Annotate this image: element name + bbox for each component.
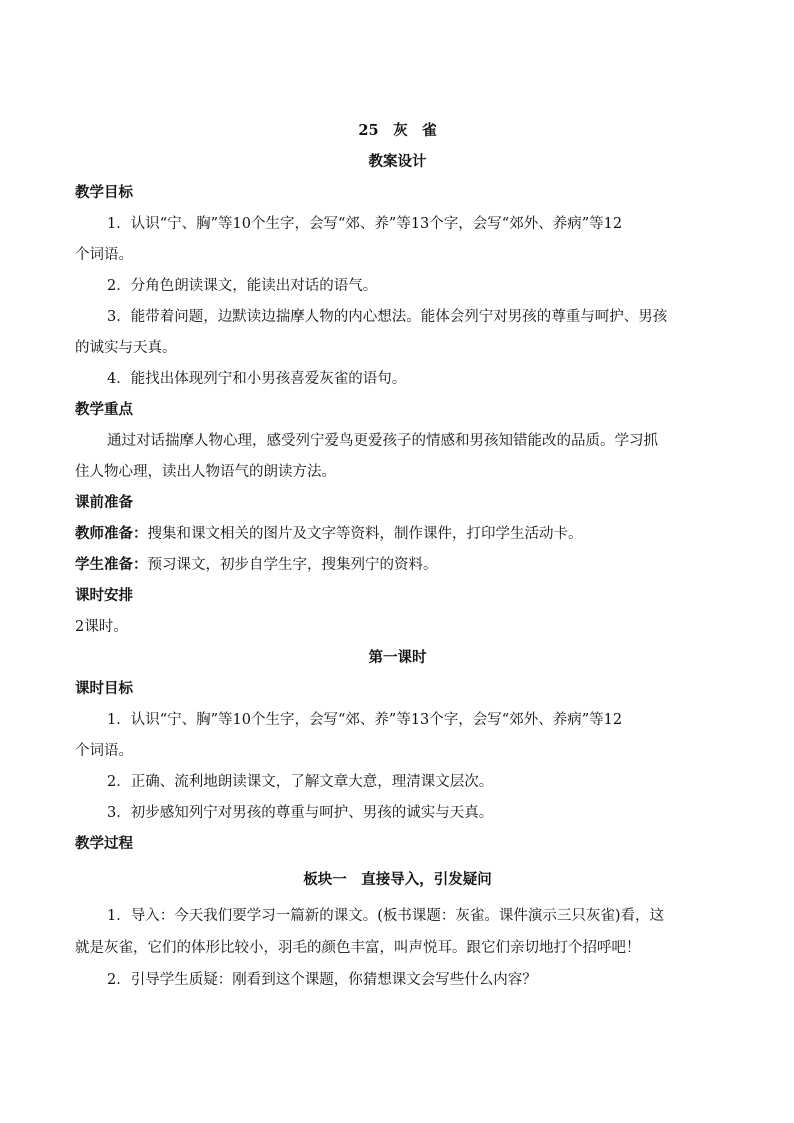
goal-line: 的诚实与天真。	[75, 340, 177, 356]
block-one-title: 板块一 直接导入，引发疑问	[303, 871, 492, 888]
heading-lesson-goals: 课时目标	[75, 680, 133, 697]
lesson-goal-line: 1．认识“宁、胸”等10个生字，会写“郊、养”等13个字，会写“郊外、养病”等12	[107, 712, 623, 728]
goal-line: 3．能带着问题，边默读边揣摩人物的内心想法。能体会列宁对男孩的尊重与呵护、男孩	[107, 309, 668, 325]
lesson-goal-line: 2．正确、流利地朗读课文，了解文章大意，理清课文层次。	[107, 774, 494, 790]
focus-line: 通过对话揣摩人物心理，感受列宁爱鸟更爱孩子的情感和男孩知错能改的品质。学习抓	[107, 433, 658, 449]
section-title-lesson-1: 第一课时	[368, 649, 427, 666]
teacher-prep-text: 搜集和课文相关的图片及文字等资料，制作课件，打印学生活动卡。	[147, 526, 583, 542]
section-title-plan: 教案设计	[368, 153, 427, 170]
schedule-text: 2课时。	[75, 619, 128, 635]
goal-line: 2．分角色朗读课文，能读出对话的语气。	[107, 278, 378, 294]
student-preparation	[75, 555, 720, 575]
process-line: 2．引导学生质疑：刚看到这个课题，你猜想课文会写些什么内容？	[107, 972, 537, 988]
teacher-prep-label: 教师准备：	[75, 525, 148, 542]
heading-teaching-focus: 教学重点	[75, 401, 133, 418]
heading-preparation: 课前准备	[75, 494, 133, 511]
heading-schedule: 课时安排	[75, 587, 133, 604]
lesson-goal-line: 3．初步感知列宁对男孩的尊重与呵护、男孩的诚实与天真。	[107, 805, 494, 821]
lesson-goal-line: 个词语。	[75, 743, 133, 759]
focus-line: 住人物心理，读出人物语气的朗读方法。	[75, 464, 336, 480]
teacher-preparation	[75, 524, 720, 544]
heading-teaching-process: 教学过程	[75, 835, 133, 852]
student-prep-text: 预习课文，初步自学生字，搜集列宁的资料。	[147, 557, 438, 573]
goal-line: 1．认识“宁、胸”等10个生字，会写“郊、养”等13个字，会写“郊外、养病”等12	[107, 216, 623, 232]
lesson-title: 25 灰 雀	[358, 122, 437, 139]
student-prep-label: 学生准备：	[75, 556, 148, 573]
process-line: 就是灰雀，它们的体形比较小，羽毛的颜色丰富，叫声悦耳。跟它们亲切地打个招呼吧！	[75, 940, 641, 956]
goal-line: 4．能找出体现列宁和小男孩喜爱灰雀的语句。	[107, 371, 407, 387]
heading-teaching-goals: 教学目标	[75, 184, 133, 201]
process-line: 1．导入：今天我们要学习一篇新的课文。(板书课题：灰雀。课件演示三只灰雀)看，这	[107, 908, 665, 924]
goal-line: 个词语。	[75, 247, 133, 263]
